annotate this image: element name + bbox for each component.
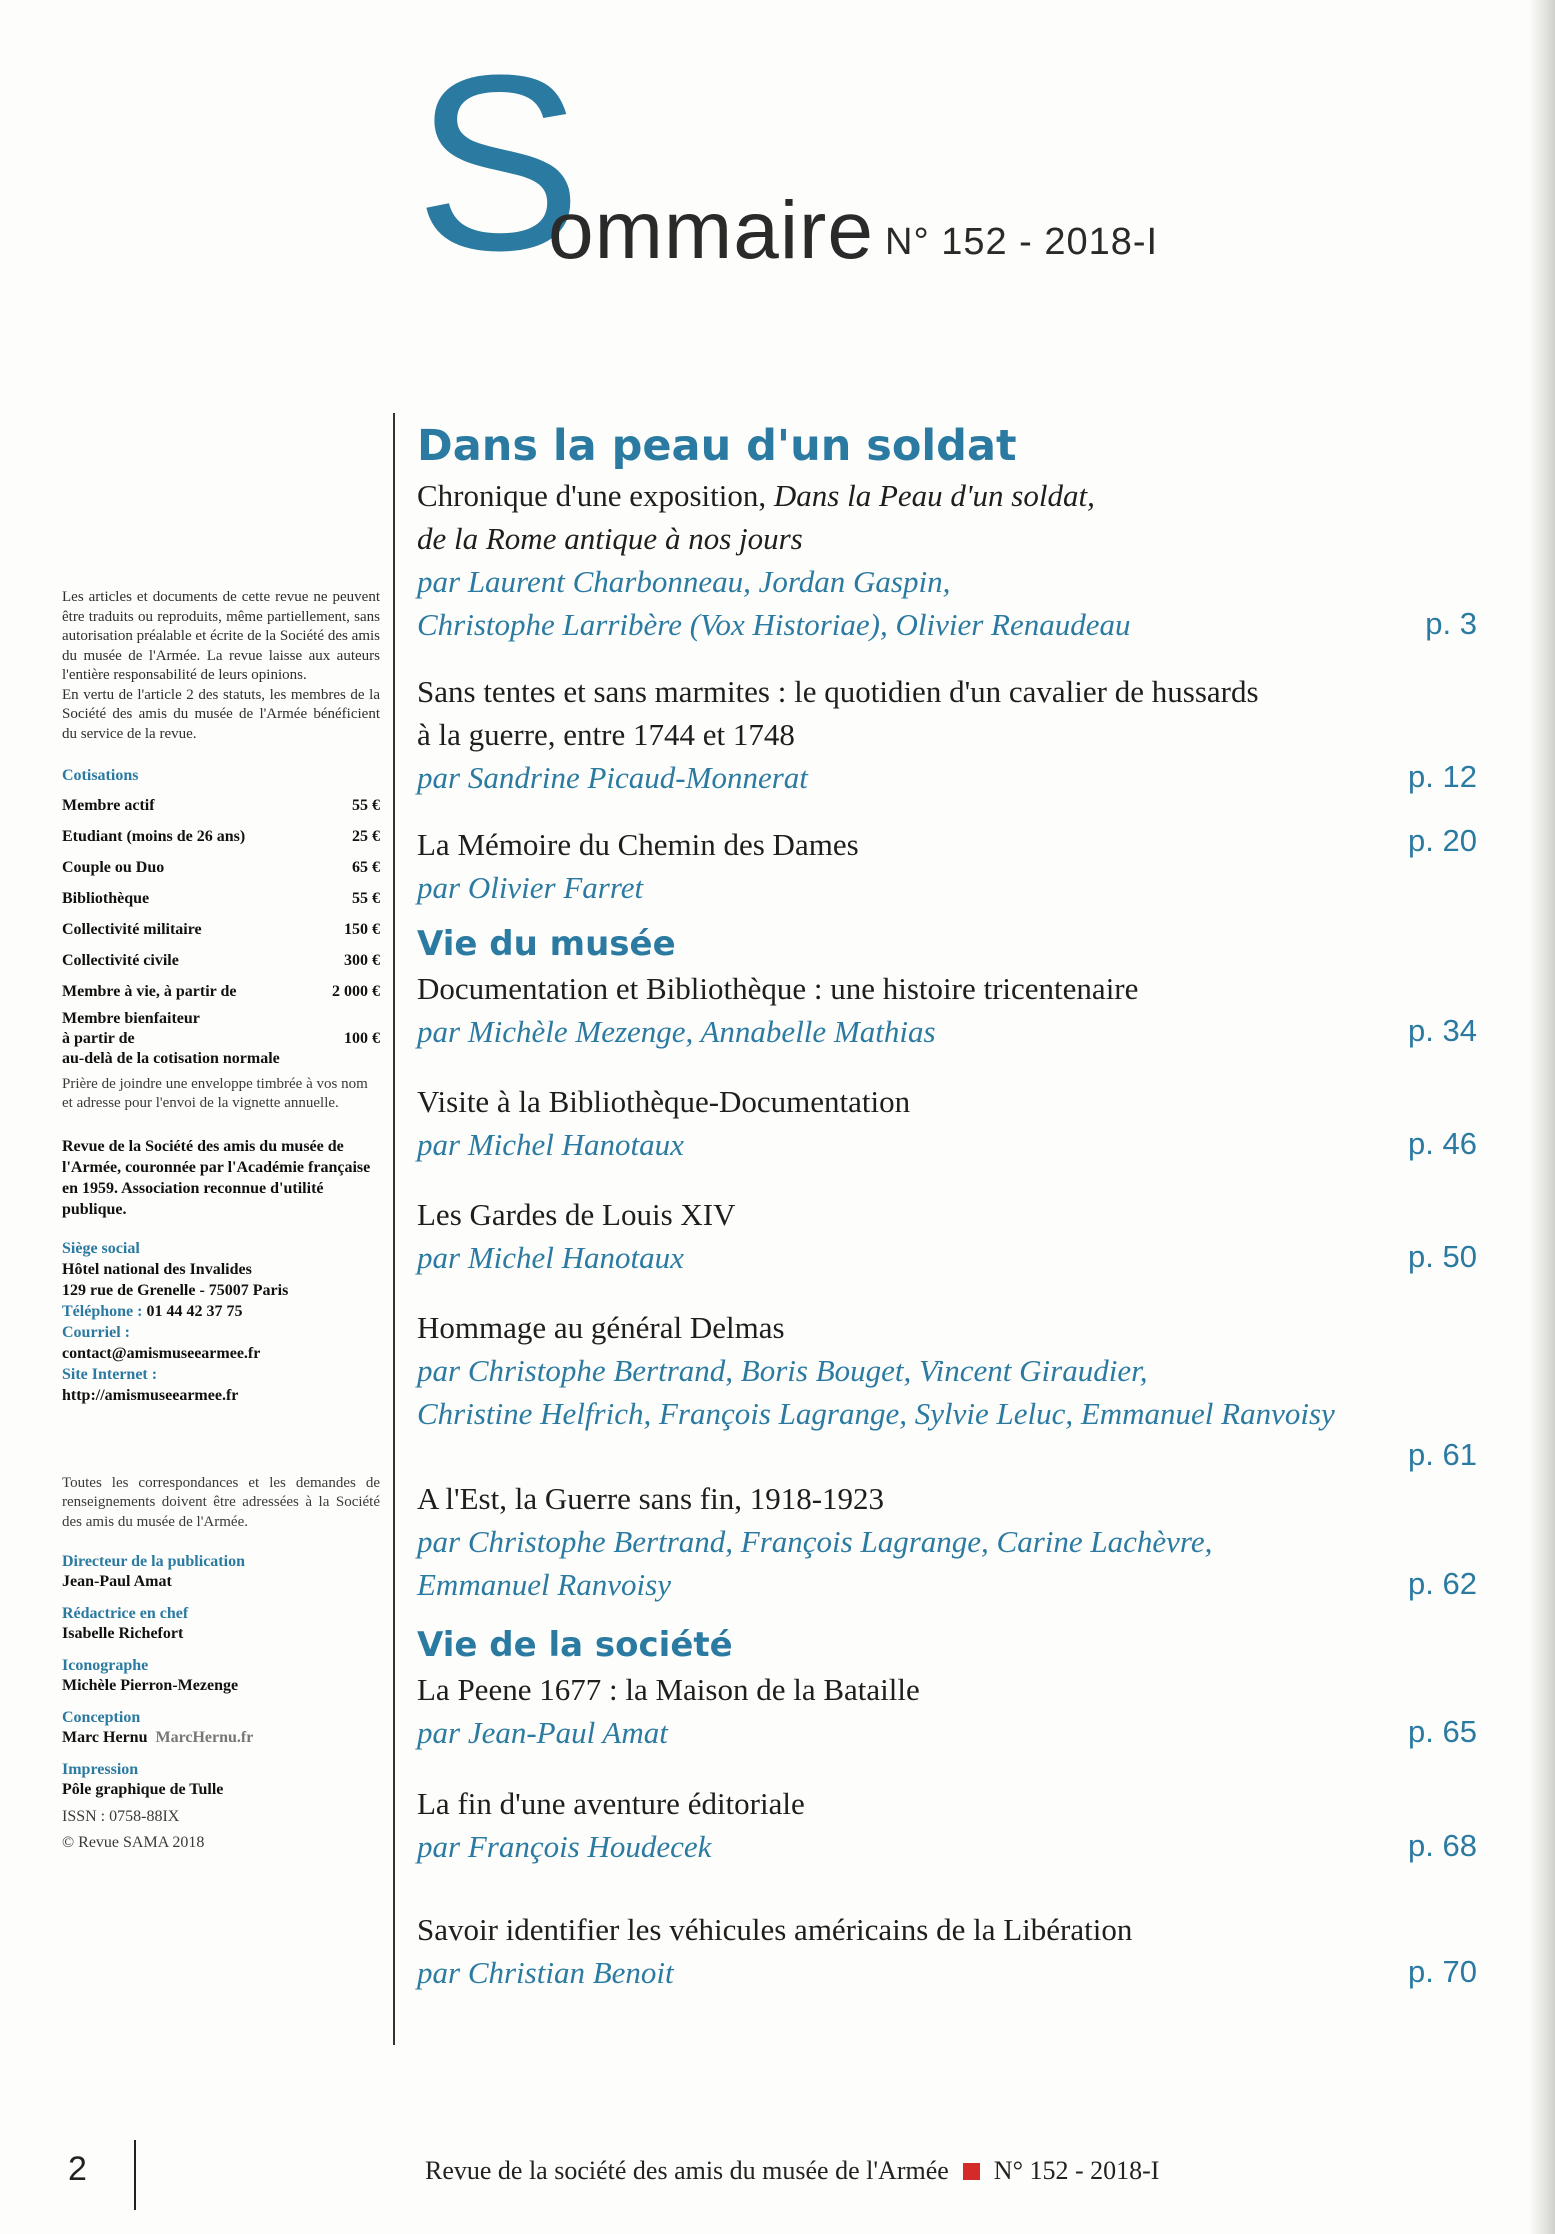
tel-value: 01 44 42 37 75 [146,1302,243,1320]
fee-row: Bibliothèque 55 € [62,889,380,907]
entry-title-cont: à la guerre, entre 1744 et 1748 [417,717,795,752]
entry-authors: par Laurent Charbonneau, Jordan Gaspin, [417,564,951,599]
entry-authors: par Michel Hanotaux [417,1127,684,1162]
section-heading: Vie de la société [417,1625,733,1665]
entry-title: Savoir identifier les véhicules américains de la Libération [417,1912,1133,1947]
credit-name: Marc Hernu [62,1729,148,1746]
page-ref: p. 20 [1408,823,1477,858]
entry-title: Chronique d'une exposition, Dans la Peau d'un soldat, [417,478,1095,513]
toc-entry[interactable] [417,1193,1477,1279]
courriel-label: Courriel : [62,1323,130,1341]
section-heading: Vie du musée [417,924,676,964]
left-sidebar [62,588,380,1856]
website-link[interactable]: http://amismuseearmee.fr [62,1386,239,1404]
entry-title: La fin d'une aventure éditoriale [417,1786,805,1821]
credits [62,1552,380,1856]
siege-label: Siège social [62,1239,140,1257]
credit-role: Rédactrice en chef [62,1605,189,1622]
credit-role: Iconographe [62,1657,149,1674]
credit-role: Conception [62,1709,141,1726]
envelope-note: Prière de joindre une enveloppe timbrée à vos nom et adresse pour l'envoi de la vignette annuelle. [62,1075,368,1111]
credit-name: Michèle Pierron-Mezenge [62,1677,239,1694]
toc-entry[interactable] [417,1908,1477,1994]
entry-authors: par Christophe Bertrand, François Lagrange, Carine Lachèvre, [417,1524,1213,1559]
credit-role: Impression [62,1761,139,1778]
entry-title-cont: de la Rome antique à nos jours [417,521,803,556]
section-heading: Dans la peau d'un soldat [417,421,1017,471]
cotisations-heading: Cotisations [62,767,139,784]
fee-row: Etudiant (moins de 26 ans) 25 € [62,827,380,845]
fee-row: Couple ou Duo 65 € [62,858,380,876]
footer-divider [134,2140,136,2210]
toc-entry[interactable] [417,823,1477,909]
entry-authors: par Sandrine Picaud-Monnerat [417,760,808,795]
toc-entry[interactable] [417,670,1477,799]
entry-authors: par François Houdecek [417,1829,712,1864]
copyright-notice: Les articles et documents de cette revue ne peuvent être traduits ou reproduits, même partiellement, sans autorisation préalable et écrite de la Société des amis du musée de l'Armée. La revue laisse aux auteurs l'entière responsabilité de leurs opinions. [62,589,380,683]
page-number: 2 [68,2150,87,2188]
entry-title: Hommage au général Delmas [417,1310,785,1345]
site-label: Site Internet : [62,1365,158,1383]
entry-title: Les Gardes de Louis XIV [417,1197,736,1232]
fees-list [62,790,380,1007]
page-ref: p. 3 [1425,606,1477,641]
toc-entry[interactable] [417,474,1477,646]
toc-entry[interactable] [417,1668,1477,1754]
page-edge-shadow [1529,0,1555,2234]
credit-name: Isabelle Richefort [62,1625,184,1642]
page-ref: p. 46 [1408,1126,1477,1161]
fee-row: Membre actif 55 € [62,796,380,814]
page-ref: p. 68 [1408,1828,1477,1863]
page-ref: p. 65 [1408,1714,1477,1749]
issue-number: N° 152 - 2018-I [885,221,1159,263]
entry-title: La Mémoire du Chemin des Dames [417,827,859,862]
footer-journal: Revue de la société des amis du musée de l'Armée [425,2156,949,2185]
red-square-icon [963,2163,980,2180]
page-ref: p. 62 [1408,1566,1477,1601]
table-of-contents [417,420,1477,1994]
footer-issue: N° 152 - 2018-I [993,2156,1160,2185]
entry-title: Documentation et Bibliothèque : une histoire tricentenaire [417,971,1139,1006]
page-ref: p. 34 [1408,1013,1477,1048]
entry-authors-cont: Christine Helfrich, François Lagrange, Sylvie Leluc, Emmanuel Ranvoisy [417,1396,1335,1431]
entry-title: Sans tentes et sans marmites : le quotidien d'un cavalier de hussards [417,674,1259,709]
toc-entry[interactable] [417,1477,1477,1606]
entry-title: Visite à la Bibliothèque-Documentation [417,1084,911,1119]
entry-title: A l'Est, la Guerre sans fin, 1918-1923 [417,1481,885,1516]
credit-name: Pôle graphique de Tulle [62,1781,224,1798]
copyright: © Revue SAMA 2018 [62,1834,205,1851]
entry-authors: par Michèle Mezenge, Annabelle Mathias [417,1014,936,1049]
toc-entry[interactable] [417,1306,1477,1477]
statutes-notice: En vertu de l'article 2 des statuts, les membres de la Société des amis du musée de l'Armée bénéficient du service de la revue. [62,686,380,742]
toc-entry[interactable] [417,1080,1477,1166]
correspondence-note: Toutes les correspondances et les demandes de renseignements doivent être adressées à la Société des amis du musée de l'Armée. [62,1474,380,1530]
revue-note: Revue de la Société des amis du musée de l'Armée, couronnée par l'Académie française en 1959. Association reconnue d'utilité publique. [62,1137,371,1218]
benefactor-fee: Membre bienfaiteur à partir de 100 € au-delà de la cotisation normale [62,1009,380,1067]
entry-authors: par Christian Benoit [417,1955,674,1990]
entry-authors: par Jean-Paul Amat [417,1715,668,1750]
fee-row: Collectivité militaire 150 € [62,920,380,938]
toc-entry[interactable] [417,1782,1477,1868]
title-initial: S [415,23,582,302]
entry-authors-cont: Christophe Larribère (Vox Historiae), Olivier Renaudeau [417,607,1131,642]
contact-block [62,1238,380,1406]
running-footer [425,2156,1159,2186]
entry-title: La Peene 1677 : la Maison de la Bataille [417,1672,920,1707]
entry-authors: par Olivier Farret [417,870,644,905]
fee-row: Membre à vie, à partir de 2 000 € [62,982,380,1000]
tel-label: Téléphone : [62,1302,143,1320]
fee-row: Collectivité civile 300 € [62,951,380,969]
entry-authors-cont: Emmanuel Ranvoisy [417,1567,671,1602]
page-title: ommaire [548,185,874,276]
credit-name: Jean-Paul Amat [62,1573,172,1590]
email-link[interactable]: contact@amismuseearmee.fr [62,1344,261,1362]
siege-line1: Hôtel national des Invalides [62,1260,252,1278]
page-ref: p. 12 [1408,759,1477,794]
designer-website: MarcHernu.fr [155,1729,254,1746]
page-ref: p. 50 [1408,1239,1477,1274]
credit-role: Directeur de la publication [62,1553,245,1570]
entry-authors: par Christophe Bertrand, Boris Bouget, Vincent Giraudier, [417,1353,1148,1388]
page-ref: p. 70 [1408,1954,1477,1989]
entry-authors: par Michel Hanotaux [417,1240,684,1275]
page-ref: p. 61 [1408,1437,1477,1472]
toc-entry[interactable] [417,967,1477,1053]
issn: ISSN : 0758-88IX [62,1808,180,1825]
column-divider [393,413,395,2045]
siege-line2: 129 rue de Grenelle - 75007 Paris [62,1281,289,1299]
